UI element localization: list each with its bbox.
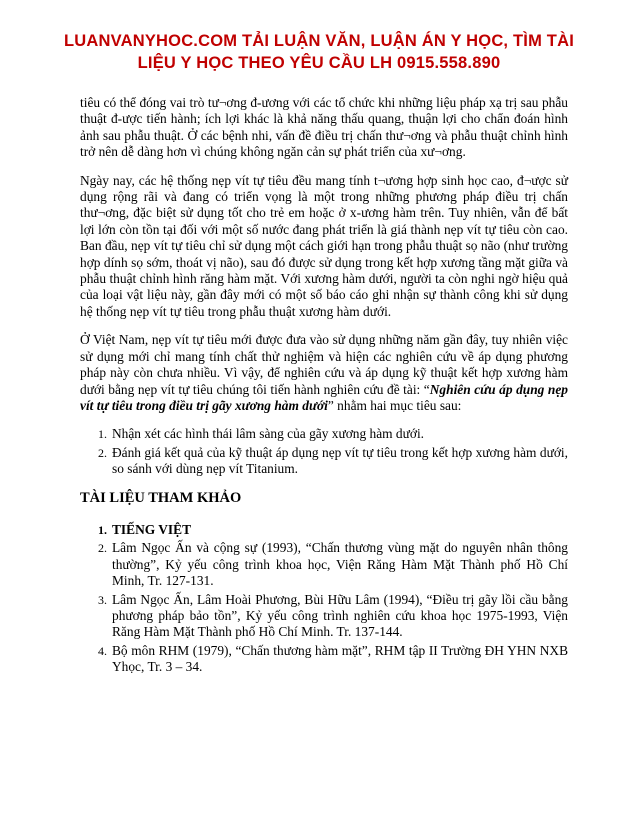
document-body bbox=[80, 95, 568, 688]
references-list bbox=[80, 522, 568, 676]
paragraph-3 bbox=[80, 332, 568, 414]
objective-item: 1. Nhận xét các hình thái lâm sàng của gãy xương hàm dưới. bbox=[110, 426, 568, 442]
objective-item: 2. Đánh giá kết quả của kỹ thuật áp dụng nẹp vít tự tiêu trong kết hợp xương hàm dưới, so sánh với dùng nẹp vít Titanium. bbox=[110, 445, 568, 478]
paragraph-2: Ngày nay, các hệ thống nẹp vít tự tiêu đều mang tính t¬ương hợp sinh học cao, đ¬ược sử dụng rộng rãi và đang có triển vọng là một trong những phương pháp điều trị chấn thư¬ơng, đặc biệt sử dụng tốt cho trẻ em hoặc ở x-ương hàm trên. Tuy nhiên, vẫn để bất lợi lớn còn tồn tại đối với một số nước đang phát triển là giá thành nẹp vít tự tiêu còn cao. Ban đầu, nẹp vít tự tiêu chỉ sử dụng một cách giới hạn trong phẫu thuật sọ não (như trường hợp dính sọ sớm, thoát vị não), sau đó được sử dụng trong kết hợp xương tầng mặt giữa và phẫu thuật chỉnh hình răng hàm mặt. Với xương hàm dưới, người ta còn nghi ngờ hiệu quả của loại vật liệu này, gần đây mới có một số báo cáo ghi nhận sự thành công khi sử dụng hệ thống nẹp vít tự tiêu trong phẫu thuật xương hàm dưới. bbox=[80, 172, 568, 319]
paragraph-1: tiêu có thể đóng vai trò tư¬ơng đ-ương với các tổ chức khi những liệu pháp xạ trị sau phẫu thuật đ-ược tiến hành; ích lợi khác là khả năng thấu quang, thuận lợi cho chẩn đoán hình ảnh sau phẫu thuật. Ở các bệnh nhi, vấn đề điều trị chấn thư¬ơng và phẫu thuật chỉnh hình trở nên dễ dàng hơn vì chúng không ngăn cản sự phát triển của xư¬ơng. bbox=[80, 95, 568, 160]
banner-line-1: LUANVANYHOC.COM TẢI LUẬN VĂN, LUẬN ÁN Y HỌC, TÌM TÀI bbox=[64, 32, 574, 50]
study-title: Nghiên cứu áp dụng nẹp vít tự tiêu trong điều trị gãy xương hàm dưới bbox=[80, 381, 568, 413]
references-subheading: 1. TIẾNG VIỆT bbox=[110, 522, 568, 538]
objectives-list bbox=[80, 426, 568, 477]
references-heading: TÀI LIỆU THAM KHẢO bbox=[80, 489, 242, 506]
banner-line-2: LIỆU Y HỌC THEO YÊU CẦU LH 0915.558.890 bbox=[137, 54, 501, 72]
reference-item: 3. Lâm Ngọc Ấn, Lâm Hoài Phương, Bùi Hữu Lâm (1994), “Điều trị gãy lồi cầu bằng phương pháp bảo tồn”, Kỷ yếu công trình nghiên cứu khoa học 1975-1993, Viện Răng Hàm Mặt Thành phố Hồ Chí Minh. Tr. 137-144. bbox=[110, 592, 568, 641]
paragraph-3-suffix: ” nhằm hai mục tiêu sau: bbox=[327, 397, 462, 413]
reference-item: 2. Lâm Ngọc Ấn và cộng sự (1993), “Chấn thương vùng mặt do nguyên nhân thông thường”, Kỷ yếu công trình khoa học, Viện Răng Hàm Mặt Thành phố Hồ Chí Minh, Tr. 127-131. bbox=[110, 540, 568, 589]
site-banner bbox=[0, 30, 638, 74]
reference-item: 4. Bộ môn RHM (1979), “Chấn thương hàm mặt”, RHM tập II Trường ĐH YHN NXB Yhọc, Tr. 3 – 34. bbox=[110, 643, 568, 676]
paragraph-3-text: Ở Việt Nam, nẹp vít tự tiêu mới được đưa vào sử dụng những năm gần đây, tuy nhiên việc sử dụng mới chỉ mang tính chất thử nghiệm và hiện các nghiên cứu về áp dụng phương pháp này còn chưa nhiều. Vì vậy, để nghiên cứu và áp dụng kỹ thuật kết hợp xương hàm dưới bằng nẹp vít tự tiêu chúng tôi tiến hành nghiên cứu đề tài: “ bbox=[80, 332, 568, 397]
